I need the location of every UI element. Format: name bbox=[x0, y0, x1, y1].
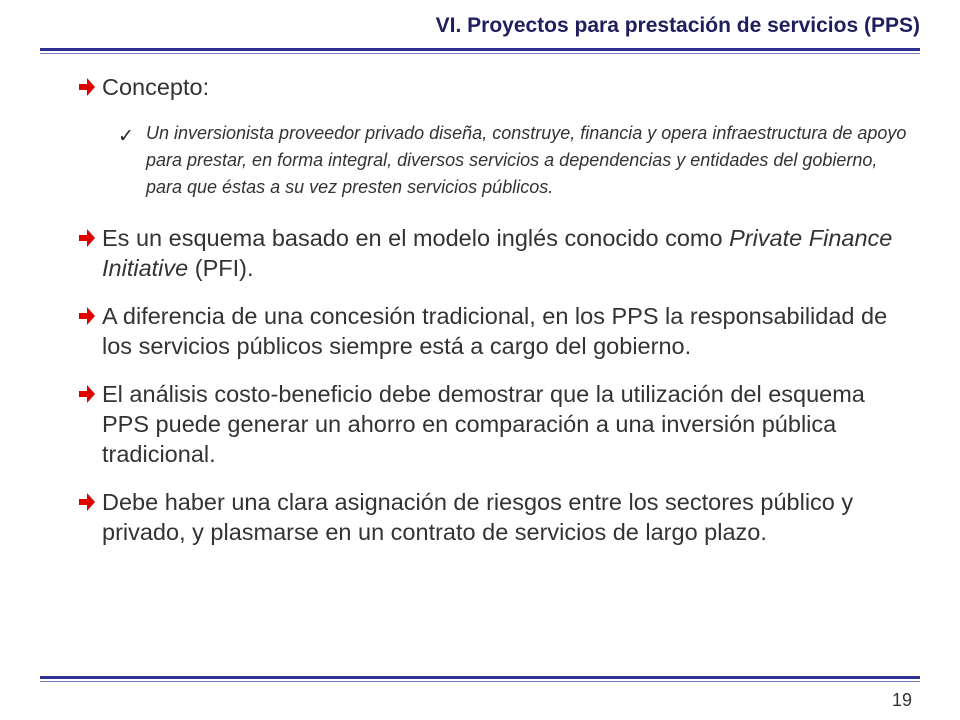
bullet-riesgos bbox=[78, 487, 918, 547]
right-arrow-icon bbox=[78, 227, 96, 249]
bullet-text: (PFI). bbox=[188, 255, 254, 281]
right-arrow-icon bbox=[78, 383, 96, 405]
bullet-concepto bbox=[78, 72, 918, 102]
right-arrow-icon bbox=[78, 491, 96, 513]
bullet-concesion bbox=[78, 301, 918, 361]
footer-rule-thin bbox=[40, 681, 920, 682]
page-number: 19 bbox=[891, 690, 912, 710]
bullet-text: A diferencia de una concesión tradicional, en los PPS la responsabilidad de los servicios públicos siempre está a cargo del gobierno. bbox=[102, 303, 888, 359]
slide-content bbox=[78, 72, 918, 565]
bullet-costo-beneficio bbox=[78, 379, 918, 469]
bullet-text: Debe haber una clara asignación de riesgos entre los sectores público y privado, y plasmarse en un contrato de servicios de largo plazo. bbox=[102, 489, 854, 545]
bullet-pfi bbox=[78, 223, 918, 283]
bullet-text: Concepto: bbox=[102, 74, 210, 100]
right-arrow-icon bbox=[78, 76, 96, 98]
bullet-text-italic: Private Finance Initiative bbox=[102, 225, 893, 281]
right-arrow-icon bbox=[78, 305, 96, 327]
bullet-text: Es un esquema basado en el modelo inglés conocido como bbox=[102, 225, 730, 251]
bullet-text: El análisis costo-beneficio debe demostrar que la utilización del esquema PPS puede generar un ahorro en comparación a una inversión pública tradicional. bbox=[102, 381, 865, 467]
sub-bullet-concepto bbox=[78, 120, 918, 201]
slide-title: VI. Proyectos para prestación de servicios (PPS) bbox=[435, 14, 920, 37]
footer-rule bbox=[40, 676, 920, 679]
check-icon: ✓ bbox=[118, 126, 134, 147]
sub-bullet-text: Un inversionista proveedor privado diseña, construye, financia y opera infraestructura de apoyo para prestar, en forma integral, diversos servicios a dependencias y entidades del gobierno, para que éstas a su vez presten servicios públicos. bbox=[146, 123, 907, 197]
header-rule bbox=[40, 48, 920, 51]
header-rule-thin bbox=[40, 53, 920, 54]
